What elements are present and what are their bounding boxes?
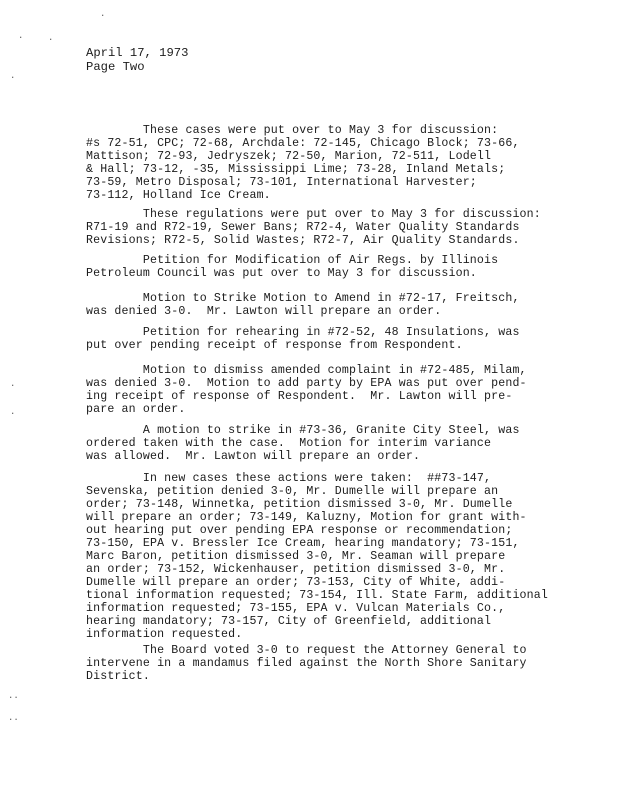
scan-speck: · (10, 381, 16, 391)
scan-speck: · (48, 35, 54, 45)
text-line: ordered taken with the case. Motion for interim variance (86, 437, 492, 450)
text-line: The Board voted 3-0 to request the Attorney General to (86, 644, 527, 657)
text-line: was allowed. Mr. Lawton will prepare an order. (86, 450, 421, 463)
text-line: Marc Baron, petition dismissed 3-0, Mr. Seaman will prepare (86, 550, 506, 563)
text-line: information requested; 73-155, EPA v. Vulcan Materials Co., (86, 602, 506, 615)
text-line: an order; 73-152, Wickenhauser, petition dismissed 3-0, Mr. (86, 563, 506, 576)
scan-speck: · (18, 33, 24, 43)
text-line: tional information requested; 73-154, Ill. State Farm, additional (86, 589, 548, 602)
scan-speck: · (10, 73, 16, 83)
text-line: & Hall; 73-12, -35, Mississippi Lime; 73-28, Inland Metals; (86, 163, 506, 176)
text-line: Motion to dismiss amended complaint in #72-485, Milam, (86, 364, 527, 377)
text-line: Revisions; R72-5, Solid Wastes; R72-7, Air Quality Standards. (86, 234, 520, 247)
text-line: pare an order. (86, 403, 186, 416)
text-line: Petition for rehearing in #72-52, 48 Insulations, was (86, 326, 520, 339)
text-line: A motion to strike in #73-36, Granite City Steel, was (86, 424, 520, 437)
header-date: April 17, 1973 (86, 46, 189, 60)
text-line: These cases were put over to May 3 for discussion: (86, 124, 499, 137)
text-line: Motion to Strike Motion to Amend in #72-17, Freitsch, (86, 292, 520, 305)
text-line: 73-150, EPA v. Bressler Ice Cream, hearing mandatory; 73-151, (86, 537, 520, 550)
text-line: Petition for Modification of Air Regs. by Illinois (86, 254, 499, 267)
scan-speck: ·· (8, 693, 19, 703)
text-line: was denied 3-0. Mr. Lawton will prepare an order. (86, 305, 442, 318)
text-line: 73-112, Holland Ice Cream. (86, 189, 271, 202)
scan-speck: · (10, 409, 16, 419)
text-line: District. (86, 670, 150, 683)
letter-header (86, 46, 188, 74)
text-line: intervene in a mandamus filed against the North Shore Sanitary (86, 657, 527, 670)
text-line: #s 72-51, CPC; 72-68, Archdale: 72-145, Chicago Block; 73-66, (86, 137, 520, 150)
text-line: Mattison; 72-93, Jedryszek; 72-50, Marion, 72-511, Lodell (86, 150, 492, 163)
text-line: Sevenska, petition denied 3-0, Mr. Dumelle will prepare an (86, 485, 499, 498)
scan-speck: ·· (8, 715, 19, 725)
scan-speck: · (100, 11, 106, 21)
text-line: will prepare an order; 73-149, Kaluzny, Motion for grant with- (86, 511, 527, 524)
text-line: out hearing put over pending EPA response or recommendation; (86, 524, 513, 537)
text-line: These regulations were put over to May 3 for discussion: (86, 208, 541, 221)
text-line: 73-59, Metro Disposal; 73-101, International Harvester; (86, 176, 477, 189)
text-line: R71-19 and R72-19, Sewer Bans; R72-4, Water Quality Standards (86, 221, 520, 234)
text-line: was denied 3-0. Motion to add party by EPA was put over pend- (86, 377, 527, 390)
header-page-number: Page Two (86, 60, 145, 74)
text-line: Petroleum Council was put over to May 3 for discussion. (86, 267, 477, 280)
text-line: ing receipt of response of Respondent. Mr. Lawton will pre- (86, 390, 513, 403)
text-line: information requested. (86, 628, 243, 641)
text-line: Dumelle will prepare an order; 73-153, City of White, addi- (86, 576, 506, 589)
text-line: put over pending receipt of response from Respondent. (86, 339, 463, 352)
text-line: In new cases these actions were taken: ##73-147, (86, 472, 492, 485)
text-line: order; 73-148, Winnetka, petition dismissed 3-0, Mr. Dumelle (86, 498, 513, 511)
text-line: hearing mandatory; 73-157, City of Greenfield, additional (86, 615, 492, 628)
